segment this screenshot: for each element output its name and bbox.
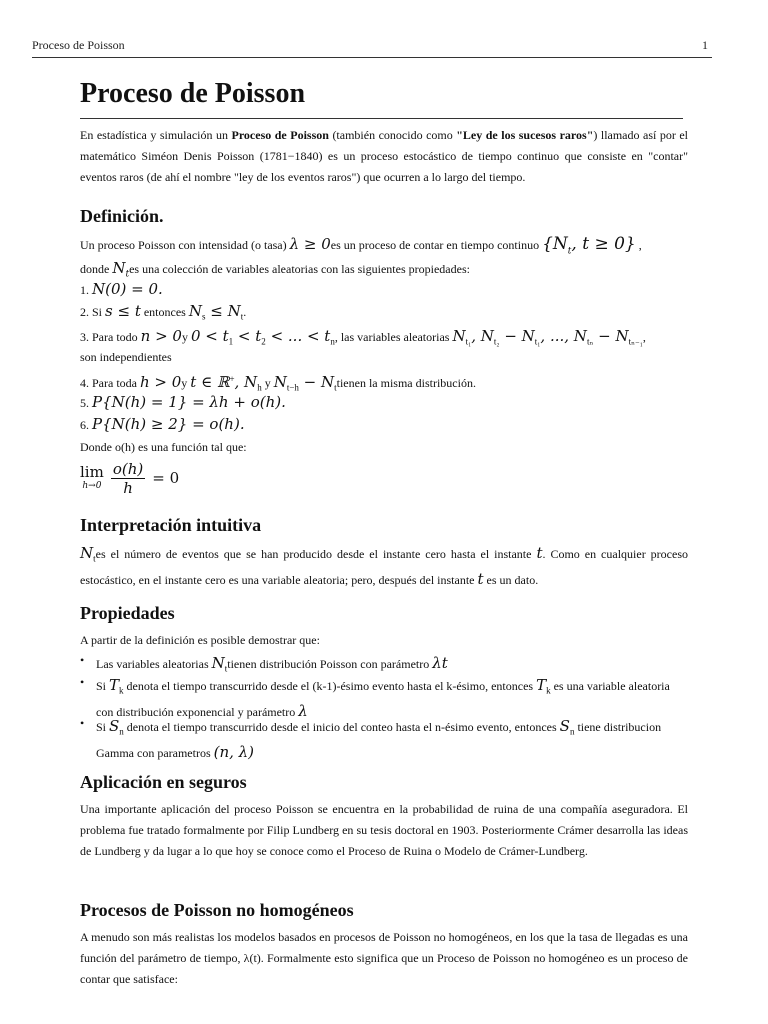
bullet-2: • bbox=[80, 675, 85, 689]
running-header bbox=[32, 38, 708, 53]
propiedad-item-2: Si $T_k$ denota el tiempo transcurrido desde el (k-1)-ésimo evento hasta el k-ésimo, entonces $T_k$ es una variable aleatoria con distribución exponencial y parámetro λ bbox=[96, 676, 670, 721]
bullet-3: • bbox=[80, 716, 85, 730]
interpretacion-paragraph: $N_tes$ el número de eventos que se han producido desde el instante cero hasta el instante t. Como en cualquier proceso estocástico, en el instante cero es una variable aleatoria; pero, después del instante t es un dato. bbox=[80, 544, 688, 589]
page-number: 1 bbox=[702, 38, 708, 52]
property-4: 4. Para toda h > 0y t ∈ ℝ+, $N_h$ y $N_{t-h}$ − $N_ttienen$ la misma distribución. bbox=[80, 373, 476, 393]
intro-paragraph: En estadística y simulación un Proceso de Poisson (también conocido como "Ley de los sucesos raros") llamado así por el matemático Siméon Denis Poisson (1781−1840) es un proceso estocástico de tiempo continuo que consiste en "contar" eventos raros (de ahí el nombre "ley de los eventos raros") que ocurren a lo largo del tiempo. bbox=[80, 128, 689, 184]
donde-text: Donde o(h) es una función tal que: bbox=[80, 440, 247, 454]
bullet-1: • bbox=[80, 653, 85, 667]
property-1: 1. N(0) = 0. bbox=[80, 280, 163, 298]
property-2: 2. Si s ≤ t entonces $N_s \le N_t$. bbox=[80, 302, 247, 322]
propiedad-item-1: Las variables aleatorias $N_ttienen$ distribución Poisson con parámetro λt bbox=[96, 654, 448, 674]
propiedades-intro: A partir de la definición es posible demostrar que: bbox=[80, 633, 320, 647]
section-heading-interpretacion: Interpretación intuitiva bbox=[80, 515, 262, 535]
title-rule bbox=[80, 118, 683, 119]
no-homogeneos-paragraph: A menudo son más realistas los modelos basados en procesos de Poisson no homogéneos, en los que la tasa de llegadas es una función del parámetro de tiempo, λ(t). Formalmente esto significa que un Proceso de Poisson no homogéneo es un proceso de contar que satisface: bbox=[80, 930, 688, 986]
section-heading-definicion: Definición. bbox=[80, 206, 164, 226]
header-rule bbox=[32, 57, 712, 58]
section-heading-seguros: Aplicación en seguros bbox=[80, 772, 247, 792]
property-5: 5. P{N(h) = 1} = λh + o(h). bbox=[80, 393, 286, 411]
propiedad-item-3: Si $S_n$ denota el tiempo transcurrido desde el inicio del conteo hasta el n-ésimo evento, entonces $S_n$ tiene distribucion Gamma con parametros (n, λ) bbox=[96, 717, 662, 762]
running-title: Proceso de Poisson bbox=[32, 38, 125, 52]
property-3-continuation: son independientes bbox=[80, 350, 172, 364]
property-3: 3. Para todo n > 0y $0 < t_1 < t_2$ < ... < $t_n$, las variables aleatorias $N_{t_1}$, $N_{t_2} - N_{t_1}$, ..., $N_{t_n} - N_{t_{n-1}}$, bbox=[80, 327, 646, 347]
property-6: 6. P{N(h) ≥ 2} = o(h). bbox=[80, 415, 245, 433]
seguros-paragraph: Una importante aplicación del proceso Poisson se encuentra en la probabilidad de ruina de una compañía aseguradora. El problema fue tratado formalmente por Filip Lundberg en su tesis doctoral en 1903. Posteriormente Crámer desarrolla las ideas de Lundberg y da lugar a lo que hoy se conoce como el Proceso de Ruina o Modelo de Crámer-Lundberg. bbox=[80, 802, 688, 858]
page-title: Proceso de Poisson bbox=[80, 78, 306, 109]
section-heading-propiedades: Propiedades bbox=[80, 603, 175, 623]
limit-formula: lim h→0 $\frac{o(h)}{h}$ = 0 bbox=[80, 460, 180, 497]
definicion-line-1: Un proceso Poisson con intensidad (o tasa) λ ≥ 0es un proceso de contar en tiempo continuo {$N_t$, t ≥ 0} , bbox=[80, 234, 642, 257]
definicion-line-2: donde $N_tes$ una colección de variables aleatorias con las siguientes propiedades: bbox=[80, 259, 470, 280]
section-heading-no-homogeneos: Procesos de Poisson no homogéneos bbox=[80, 900, 354, 920]
